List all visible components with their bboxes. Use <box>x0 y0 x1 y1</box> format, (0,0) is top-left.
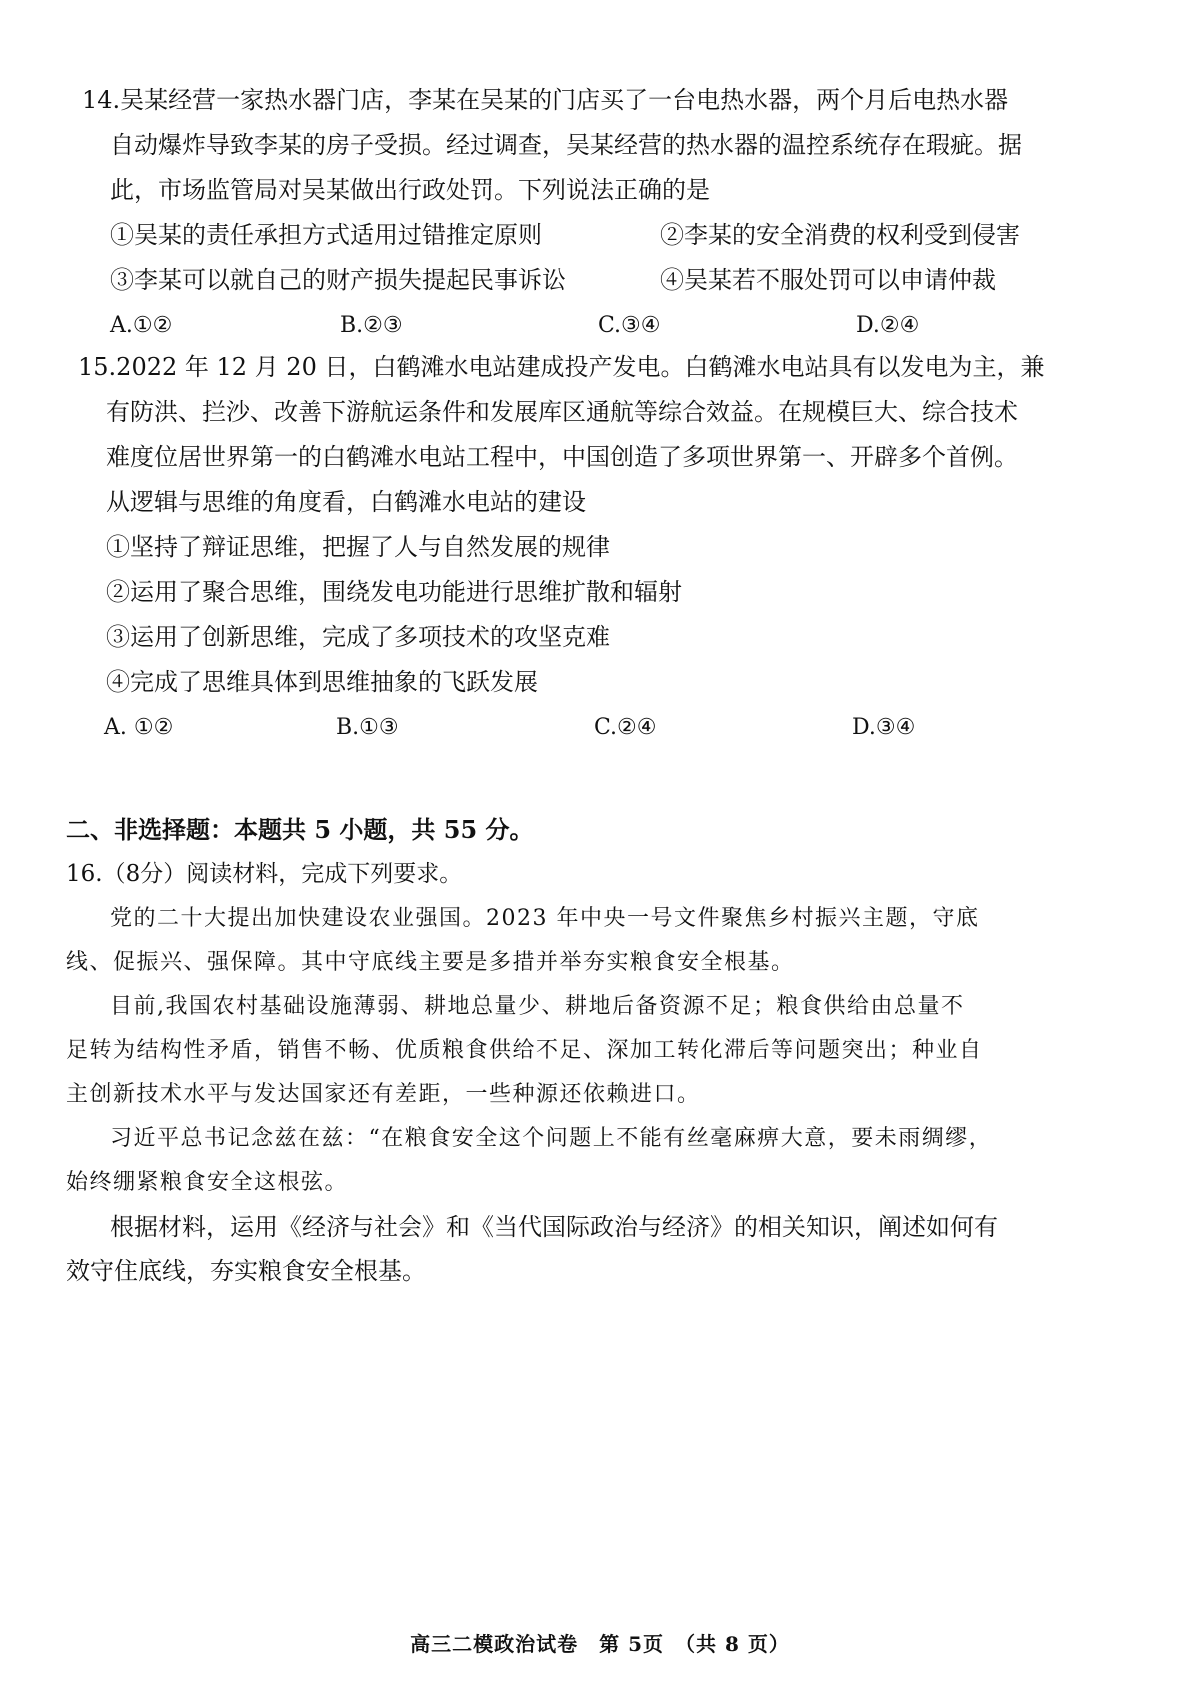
statement-4: ④吴某若不服处罚可以申请仲裁 <box>660 266 996 294</box>
statement-2: ②运用了聚合思维，围绕发电功能进行思维扩散和辐射 <box>106 578 682 606</box>
question-15 <box>78 345 1118 750</box>
question-stem-line: 自动爆炸导致李某的房子受损。经过调查，吴某经营的热水器的温控系统存在瑕疵。据 <box>110 131 1022 159</box>
section-2 <box>66 807 1126 1293</box>
option-a: A. ①② <box>104 715 174 740</box>
page-footer: 高三二模政治试卷 第 5页 （共 8 页） <box>410 1632 790 1656</box>
option-b: B.①③ <box>336 715 399 740</box>
statement-3: ③运用了创新思维，完成了多项技术的攻坚克难 <box>106 623 610 651</box>
question-stem-line: 难度位居世界第一的白鹤滩水电站工程中，中国创造了多项世界第一、开辟多个首例。 <box>106 443 1018 471</box>
answer-options <box>82 303 1122 348</box>
material-line: 习近平总书记念兹在兹：“在粮食安全这个问题上不能有丝毫麻痹大意，要未雨绸缪， <box>110 1126 993 1151</box>
statement-4: ④完成了思维具体到思维抽象的飞跃发展 <box>106 668 538 696</box>
statement-row <box>82 258 1122 303</box>
option-d: D.③④ <box>852 715 916 740</box>
requirement-line: 效守住底线，夯实粮食安全根基。 <box>66 1257 426 1285</box>
statement-3: ③李某可以就自己的财产损失提起民事诉讼 <box>110 266 566 294</box>
option-d: D.②④ <box>856 313 920 338</box>
option-a: A.①② <box>110 313 173 338</box>
question-stem-line: 15.2022 年 12 月 20 日，白鹤滩水电站建成投产发电。白鹤滩水电站具有以发电为主，兼 <box>78 353 1045 381</box>
answer-options <box>78 705 1118 750</box>
question-14 <box>82 78 1122 348</box>
question-16-heading: 16.（8分）阅读材料，完成下列要求。 <box>66 861 463 887</box>
material-line: 始终绷紧粮食安全这根弦。 <box>66 1170 349 1195</box>
option-c: C.③④ <box>598 313 661 338</box>
statement-2: ②李某的安全消费的权利受到侵害 <box>660 221 1020 249</box>
option-c: C.②④ <box>594 715 657 740</box>
question-requirement <box>66 1205 1126 1293</box>
material-line: 目前,我国农村基础设施薄弱、耕地总量少、耕地后备资源不足；粮食供给由总量不 <box>110 994 965 1019</box>
question-stem-line: 此，市场监管局对吴某做出行政处罚。下列说法正确的是 <box>110 176 710 204</box>
material-paragraph <box>66 897 1126 985</box>
question-stem-line: 有防洪、拦沙、改善下游航运条件和发展库区通航等综合效益。在规模巨大、综合技术 <box>106 398 1018 426</box>
section-title: 二、非选择题：本题共 5 小题，共 55 分。 <box>66 815 534 844</box>
material-line: 足转为结构性矛盾，销售不畅、优质粮食供给不足、深加工转化滞后等问题突出；种业自 <box>66 1038 983 1063</box>
material-line: 线、促振兴、强保障。其中守底线主要是多措并举夯实粮食安全根基。 <box>66 950 795 975</box>
material-line: 党的二十大提出加快建设农业强国。2023 年中央一号文件聚焦乡村振兴主题，守底 <box>110 906 980 931</box>
material-paragraph <box>66 1117 1126 1205</box>
option-b: B.②③ <box>340 313 403 338</box>
question-stem-line: 从逻辑与思维的角度看，白鹤滩水电站的建设 <box>106 488 586 516</box>
statement-row <box>82 213 1122 258</box>
statement-1: ①坚持了辩证思维，把握了人与自然发展的规律 <box>106 533 610 561</box>
question-stem-line: 14.吴某经营一家热水器门店，李某在吴某的门店买了一台电热水器，两个月后电热水器 <box>82 86 1009 114</box>
material-paragraph <box>66 985 1126 1117</box>
requirement-line: 根据材料，运用《经济与社会》和《当代国际政治与经济》的相关知识，阐述如何有 <box>110 1213 998 1241</box>
material-line: 主创新技术水平与发达国家还有差距，一些种源还依赖进口。 <box>66 1082 701 1107</box>
statement-1: ①吴某的责任承担方式适用过错推定原则 <box>110 221 542 249</box>
